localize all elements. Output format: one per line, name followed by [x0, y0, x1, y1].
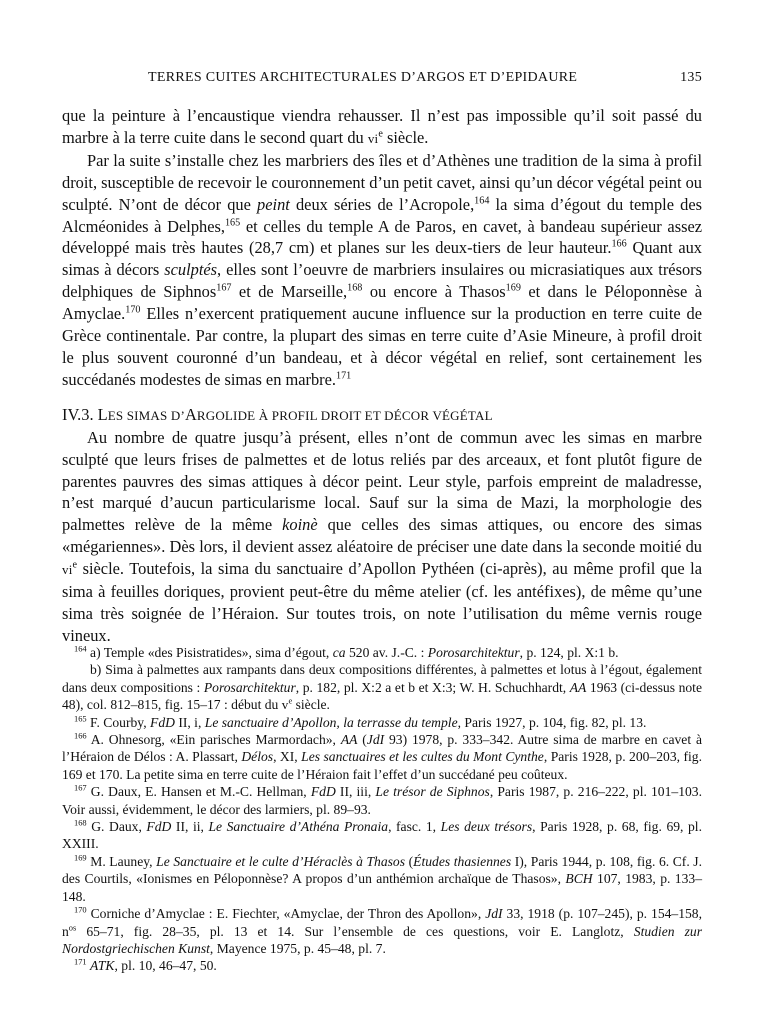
footnote-165: $^{165}$ F. Courby, FdD II, i, Le sanctuaire d’Apollon, la terrasse du temple, Paris 1927, p. 104, fig. 82, pl. 13.: [74, 713, 647, 730]
footnote-ref: 164: [474, 195, 490, 207]
running-title: TERRES CUITES ARCHITECTURALES D’ARGOS ET D’EPIDAURE: [148, 70, 578, 85]
footnote-164b: b) Sima à palmettes aux rampants dans deux compositions différentes, à palmettes et lotus à l’égout, également dans deux compositions : Porosarchitektur, p. 182, pl. X:2 a et b et X:3; W. H. Schuchhardt, AA 1963 (ci-dessus note 48), col. 812–815, fig. 15–17 : début du $v^e$ siècle.: [62, 662, 702, 713]
footnote-ref: 166: [611, 238, 627, 250]
footnote-ref: 165: [224, 217, 241, 229]
paragraph-1: que la peinture à l’encaustique viendra rehausser. Il n’est pas impossible qu’il soit passé du marbre à la terre cuite dans le second quart du $vi^e$ siècle.: [62, 106, 702, 147]
footnote-171: $^{171}$ ATK, pl. 10, 46–47, 50.: [74, 956, 217, 974]
footnote-ref: 171: [336, 370, 352, 382]
footnote-170: $^{170}$ Corniche d’Amyclae : E. Fiechter, «Amyclae, der Thron des Apollon», JdI 33, 1918 (p. 107–245), p. 154–158, $n^{os}$ 65–71, fig. 28–35, pl. 13 et 14. Sur l’ensemble de ces questions, voir E. Langlotz, Studien zur Nordostgriechischen Kunst, Mayence 1975, p. 45–48, pl. 7.: [62, 904, 703, 956]
paragraph-3: Au nombre de quatre jusqu’à présent, elles n’ont de commun avec les simas en marbre sculpté que leurs frises de palmettes et de lotus reliés par des arceaux, et font plutôt figure de parentes pauvres des simas attiques à décor peint. Leur style, parfois empreint de maladresse, n’est marqué d’aucun particularisme local. Sauf sur la sima de Mazi, la morphologie des palmettes relève de la même koinè que celles des simas attiques, ou encore des simas «mégariennes». Dès lors, il devient assez aléatoire de préciser une date dans la seconde moitié du $vi^e$ siècle. Toutefois, la sima du sanctuaire d’Apollon Pythéen (ci-après), au même profil que la sima à feuilles doriques, provient peut-être du même atelier (cf. les antéfixes), de même qu’une sima très soignée de l’Héraion. Sur toutes trois, on note l’utilisation du même vernis rouge vineux.: [62, 427, 702, 645]
footnotes: [62, 644, 702, 975]
footnote-167: $^{167}$ G. Daux, E. Hansen et M.-C. Hellman, FdD II, iii, Le trésor de Siphnos, Paris 1987, p. 216–222, pl. 101–103. Voir aussi, évidemment, le décor des larmiers, pl. 89–93.: [62, 782, 702, 817]
footnote-ref: 169: [505, 282, 521, 294]
page-number: 135: [680, 70, 702, 85]
main-text: [62, 105, 702, 647]
footnote-169: $^{169}$ M. Launey, Le Sanctuaire et le culte d’Héraclès à Thasos (Études thasiennes I), Paris 1944, p. 108, fig. 6. Cf. J. des Courtils, «Ionismes en Péloponnèse? A propos d’un anthémion archaïque de Thasos», BCH 107, 1983, p. 133–148.: [62, 852, 702, 904]
footnote-ref: 167: [216, 282, 232, 294]
footnote-168: $^{168}$ G. Daux, FdD II, ii, Le Sanctuaire d’Athéna Pronaia, fasc. 1, Les deux trésors, Paris 1928, p. 68, fig. 69, pl. XXIII.: [62, 817, 702, 852]
footnote-166: $^{166}$ A. Ohnesorg, «Ein parisches Marmordach», AA (JdI 93) 1978, p. 333–342. Autre sima de marbre en cavet à l’Héraion de Délos : A. Plassart, Délos, XI, Les sanctuaires et les cultes du Mont Cynthe, Paris 1928, p. 200–203, fig. 169 et 170. La petite sima en terre cuite de l’Héraion fait l’effet d’un succédané peu coûteux.: [62, 730, 702, 782]
section-heading: IV.3. LES SIMAS D’ARGOLIDE À PROFIL DROIT ET DÉCOR VÉGÉTAL: [62, 404, 493, 424]
footnote-ref: 168: [347, 282, 363, 294]
footnote-164a: $^{164}$ a) Temple «des Pisistratides», sima d’égout, ca 520 av. J.-C. : Porosarchitektur, p. 124, pl. X:1 b.: [74, 643, 619, 660]
footnote-ref: 170: [125, 304, 141, 316]
paragraph-2: Par la suite s’installe chez les marbriers des îles et d’Athènes une tradition de la sima à profil droit, susceptible de recevoir le couronnement d’un petit cavet, ainsi qu’un décor végétal peint ou sculpté. N’ont de décor que peint deux séries de l’Acropole,$^{164}$ la sima d’égout du temple des Alcméonides à Delphes,$^{165}$ et celles du temple A de Paros, en cavet, à bandeau supérieur assez développé mais très hautes (28,7 cm) et planes sur les deux-tiers de leur hauteur.$^{166}$ Quant aux simas à décors sculptés, elles sont l’oeuvre de marbriers insulaires ou micrasiatiques aux trésors delphiques de Siphnos$^{167}$ et de Marseille,$^{168}$ ou encore à Thasos$^{169}$ et dans le Péloponnèse à Amyclae.$^{170}$ Elles n’exercent pratiquement aucune influence sur la production en terre cuite de Grèce continentale. Par contre, la plupart des simas en terre cuite d’Asie Mineure, à profil droit le plus souvent couronné d’un bandeau, et à décor végétal en relief, sont certainement les succédanés modestes de simas en marbre.$^{171}$: [62, 150, 702, 389]
running-head: [62, 70, 702, 92]
